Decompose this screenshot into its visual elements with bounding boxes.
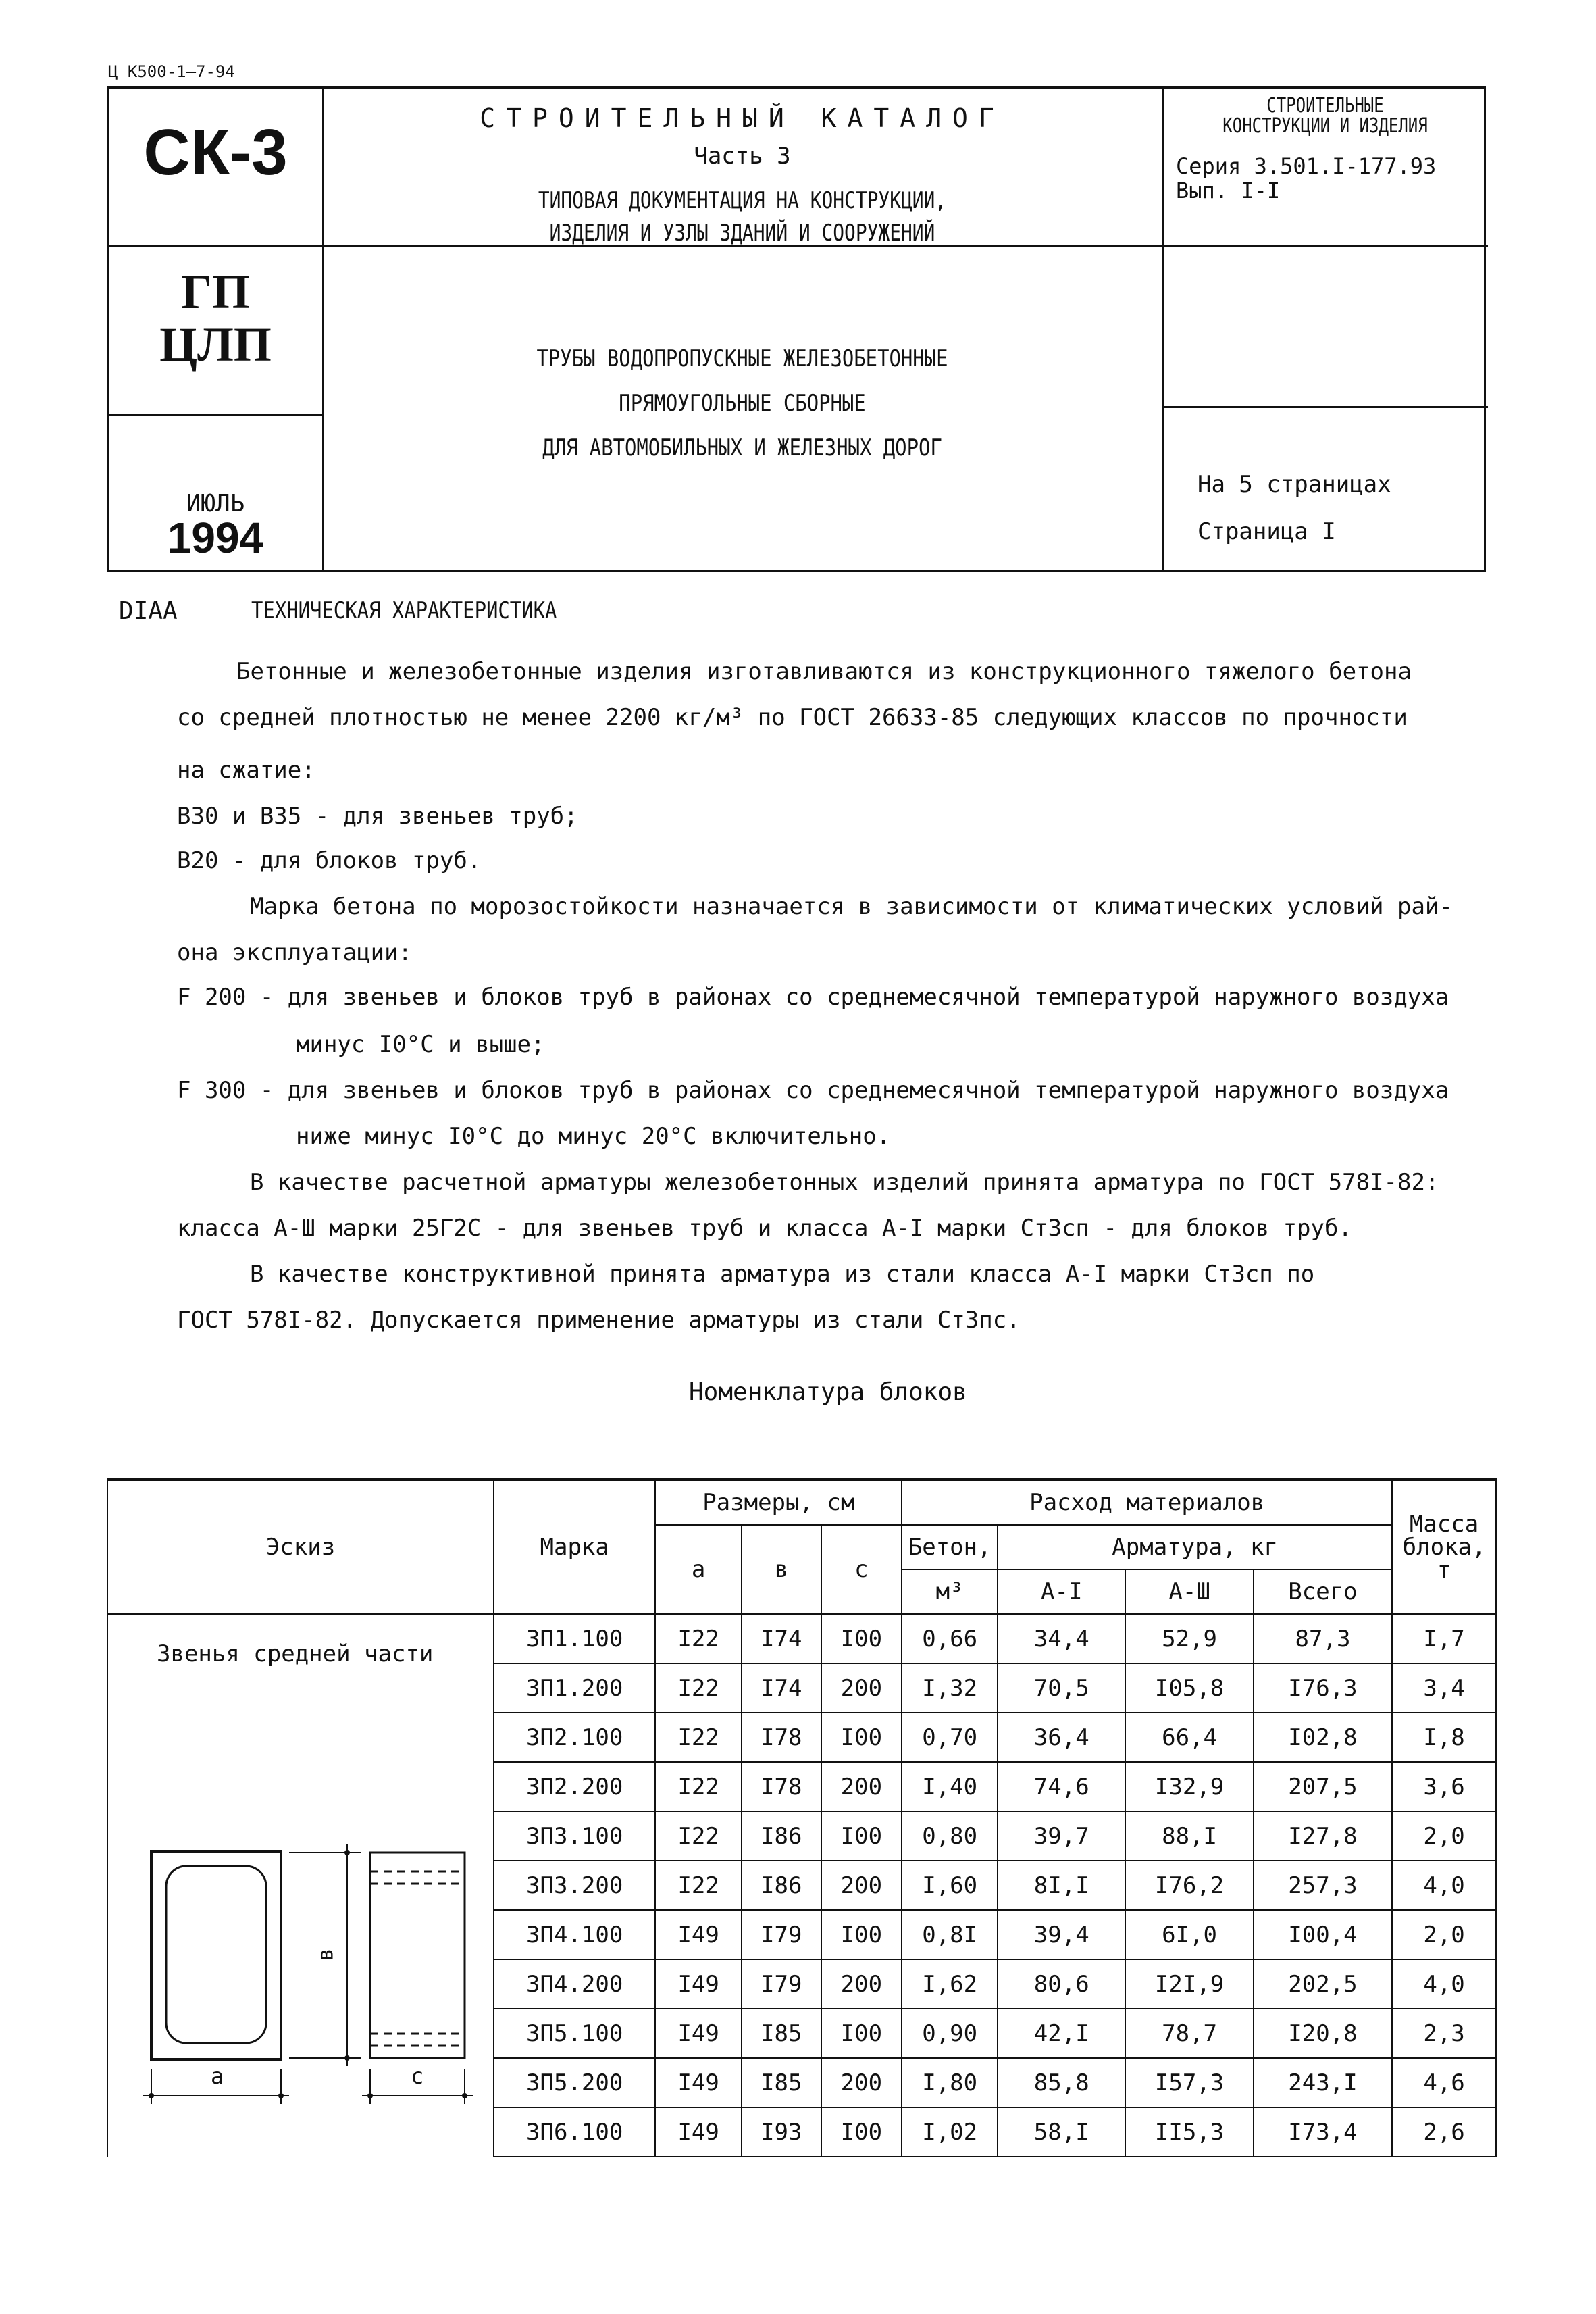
cell-b: I93 bbox=[742, 2107, 821, 2157]
dim-label-c: с bbox=[411, 2063, 424, 2089]
cell-a: I49 bbox=[655, 1959, 742, 2009]
cell-total: 243,I bbox=[1254, 2058, 1392, 2107]
cell-mass: 2,0 bbox=[1392, 1811, 1496, 1861]
cell-total: I20,8 bbox=[1254, 2009, 1392, 2058]
section-code: DIAA bbox=[119, 597, 178, 625]
cell-a: I49 bbox=[655, 2009, 742, 2058]
cell-mark: 3П2.100 bbox=[494, 1713, 655, 1762]
series-line2: КОНСТРУКЦИИ И ИЗДЕЛИЯ bbox=[1222, 114, 1428, 138]
header-a1: А-I bbox=[998, 1569, 1125, 1614]
cell-mass: 2,0 bbox=[1392, 1910, 1496, 1959]
header-concrete-unit: м³ bbox=[902, 1569, 998, 1614]
cell-a1: 36,4 bbox=[998, 1713, 1125, 1762]
current-page: Страница I bbox=[1198, 518, 1336, 545]
cell-b: I85 bbox=[742, 2009, 821, 2058]
cell-total: I73,4 bbox=[1254, 2107, 1392, 2157]
cell-a: I22 bbox=[655, 1861, 742, 1910]
doc-title-line2: ПРЯМОУГОЛЬНЫЕ СБОРНЫЕ bbox=[619, 390, 866, 417]
paragraph-line: на сжатие: bbox=[177, 757, 315, 784]
cell-c: 200 bbox=[821, 1861, 902, 1910]
cell-total: 202,5 bbox=[1254, 1959, 1392, 2009]
cell-a1: 39,4 bbox=[998, 1910, 1125, 1959]
cell-b: I86 bbox=[742, 1811, 821, 1861]
cell-b: I79 bbox=[742, 1959, 821, 2009]
cell-a1: 8I,I bbox=[998, 1861, 1125, 1910]
cell-concrete: 0,80 bbox=[902, 1811, 998, 1861]
cell-mark: 3П4.200 bbox=[494, 1959, 655, 2009]
cell-a3: I76,2 bbox=[1125, 1861, 1253, 1910]
blocks-table bbox=[107, 1480, 1497, 2157]
cell-a3: I05,8 bbox=[1125, 1663, 1253, 1713]
cell-mark: 3П1.200 bbox=[494, 1663, 655, 1713]
cell-a3: II5,3 bbox=[1125, 2107, 1253, 2157]
paragraph-line: ниже минус I0°С до минус 20°С включительно. bbox=[296, 1123, 891, 1150]
cell-mark: 3П6.100 bbox=[494, 2107, 655, 2157]
header-a3: А-Ш bbox=[1125, 1569, 1253, 1614]
cell-c: I00 bbox=[821, 1811, 902, 1861]
cell-a1: 74,6 bbox=[998, 1762, 1125, 1811]
cell-b: I74 bbox=[742, 1614, 821, 1663]
cell-mass: 2,6 bbox=[1392, 2107, 1496, 2157]
cell-mass: 4,6 bbox=[1392, 2058, 1496, 2107]
cell-total: 257,3 bbox=[1254, 1861, 1392, 1910]
cell-c: 200 bbox=[821, 1959, 902, 2009]
cell-a: I22 bbox=[655, 1663, 742, 1713]
divider bbox=[109, 245, 322, 247]
cell-a: I22 bbox=[655, 1811, 742, 1861]
cell-a1: 42,I bbox=[998, 2009, 1125, 2058]
dim-label-b: в bbox=[312, 1948, 338, 1961]
cell-mass: 4,0 bbox=[1392, 1861, 1496, 1910]
cell-a3: 6I,0 bbox=[1125, 1910, 1253, 1959]
cell-total: I27,8 bbox=[1254, 1811, 1392, 1861]
cell-total: 87,3 bbox=[1254, 1614, 1392, 1663]
cell-a1: 85,8 bbox=[998, 2058, 1125, 2107]
cell-b: I78 bbox=[742, 1713, 821, 1762]
cell-concrete: I,62 bbox=[902, 1959, 998, 2009]
cell-a: I22 bbox=[655, 1762, 742, 1811]
cell-total: I76,3 bbox=[1254, 1663, 1392, 1713]
cell-total: I00,4 bbox=[1254, 1910, 1392, 1959]
paragraph-line: Марка бетона по морозостойкости назначается в зависимости от климатических условий рай- bbox=[250, 893, 1453, 920]
series-line1: СТРОИТЕЛЬНЫЕ bbox=[1266, 94, 1384, 118]
paragraph-line: минус I0°С и выше; bbox=[296, 1031, 545, 1058]
cell-concrete: I,32 bbox=[902, 1663, 998, 1713]
cell-a: I22 bbox=[655, 1713, 742, 1762]
header-materials: Расход материалов bbox=[902, 1480, 1392, 1525]
catalog-part: Часть 3 bbox=[694, 143, 791, 170]
cell-concrete: 0,90 bbox=[902, 2009, 998, 2058]
cell-b: I78 bbox=[742, 1762, 821, 1811]
paragraph-line: ГОСТ 578I-82. Допускается применение арматуры из стали Ст3пс. bbox=[177, 1307, 1021, 1334]
header-mass: Масса блока, т bbox=[1392, 1480, 1496, 1614]
header-mark: Марка bbox=[494, 1480, 655, 1614]
section-title: ТЕХНИЧЕСКАЯ ХАРАКТЕРИСТИКА bbox=[251, 597, 557, 624]
catalog-subtitle-line2: ИЗДЕЛИЯ И УЗЛЫ ЗДАНИЙ И СООРУЖЕНИЙ bbox=[549, 220, 935, 247]
paragraph-line: F 200 - для звеньев и блоков труб в районах со среднемесячной температурой наружного воздуха bbox=[177, 984, 1449, 1011]
cell-b: I86 bbox=[742, 1861, 821, 1910]
cell-c: 200 bbox=[821, 1663, 902, 1713]
cell-concrete: I,80 bbox=[902, 2058, 998, 2107]
stamp-tslp: ЦЛП bbox=[159, 318, 272, 372]
cell-a: I49 bbox=[655, 2058, 742, 2107]
cell-mass: I,7 bbox=[1392, 1614, 1496, 1663]
title-block bbox=[107, 86, 1486, 572]
header-sketch: Эскиз bbox=[107, 1480, 494, 1614]
cell-mark: 3П2.200 bbox=[494, 1762, 655, 1811]
cell-mass: 3,6 bbox=[1392, 1762, 1496, 1811]
cell-c: I00 bbox=[821, 1713, 902, 1762]
cell-c: I00 bbox=[821, 2107, 902, 2157]
table-top-rule bbox=[107, 1478, 1497, 1481]
paragraph-line: она эксплуатации: bbox=[177, 939, 412, 966]
header-a: а bbox=[655, 1525, 742, 1614]
cell-mass: 2,3 bbox=[1392, 2009, 1496, 2058]
cell-mass: I,8 bbox=[1392, 1713, 1496, 1762]
paragraph-line: В качестве конструктивной принята арматура из стали класса А-I марки Ст3сп по bbox=[250, 1261, 1315, 1288]
header-rebar: Арматура, кг bbox=[998, 1525, 1392, 1569]
cell-a3: 52,9 bbox=[1125, 1614, 1253, 1663]
cell-a3: I57,3 bbox=[1125, 2058, 1253, 2107]
stamp-year: 1994 bbox=[167, 513, 264, 562]
cell-c: I00 bbox=[821, 1614, 902, 1663]
cell-concrete: 0,70 bbox=[902, 1713, 998, 1762]
paragraph-line: В30 и В35 - для звеньев труб; bbox=[177, 803, 578, 830]
sketch-outer bbox=[151, 1851, 281, 2059]
group-label: Звенья средней части bbox=[157, 1640, 434, 1667]
cell-mark: 3П3.100 bbox=[494, 1811, 655, 1861]
stamp-month: ИЮЛЬ bbox=[186, 490, 245, 518]
cell-total: 207,5 bbox=[1254, 1762, 1392, 1811]
total-pages: На 5 страницах bbox=[1198, 471, 1391, 498]
cell-b: I79 bbox=[742, 1910, 821, 1959]
cell-a1: 39,7 bbox=[998, 1811, 1125, 1861]
cell-mark: 3П3.200 bbox=[494, 1861, 655, 1910]
paragraph-line: класса А-Ш марки 25Г2С - для звеньев труб и класса А-I марки Ст3сп - для блоков труб. bbox=[177, 1215, 1352, 1242]
paragraph-line: В20 - для блоков труб. bbox=[177, 847, 482, 874]
header-b: в bbox=[742, 1525, 821, 1614]
stamp-sk: СК-3 bbox=[143, 116, 288, 188]
table-caption: Номенклатура блоков bbox=[689, 1378, 967, 1406]
cell-c: 200 bbox=[821, 1762, 902, 1811]
cell-a: I49 bbox=[655, 2107, 742, 2157]
cell-mark: 3П4.100 bbox=[494, 1910, 655, 1959]
cell-mass: 4,0 bbox=[1392, 1959, 1496, 2009]
cell-concrete: 0,8I bbox=[902, 1910, 998, 1959]
paragraph-line: со средней плотностью не менее 2200 кг/м³ по ГОСТ 26633-85 следующих классов по прочности bbox=[177, 704, 1408, 731]
header-c: с bbox=[821, 1525, 902, 1614]
paragraph-line: Бетонные и железобетонные изделия изготавливаются из конструкционного тяжелого бетона bbox=[236, 658, 1412, 685]
cell-a3: 66,4 bbox=[1125, 1713, 1253, 1762]
cell-concrete: I,40 bbox=[902, 1762, 998, 1811]
paragraph-line: В качестве расчетной арматуры железобетонных изделий принята арматура по ГОСТ 578I-82: bbox=[250, 1169, 1439, 1196]
cell-concrete: I,60 bbox=[902, 1861, 998, 1910]
cell-concrete: 0,66 bbox=[902, 1614, 998, 1663]
dim-label-a: а bbox=[211, 2063, 224, 2089]
cell-c: I00 bbox=[821, 2009, 902, 2058]
cell-c: I00 bbox=[821, 1910, 902, 1959]
cell-total: I02,8 bbox=[1254, 1713, 1392, 1762]
cell-b: I85 bbox=[742, 2058, 821, 2107]
cell-a3: 78,7 bbox=[1125, 2009, 1253, 2058]
cell-a1: 80,6 bbox=[998, 1959, 1125, 2009]
doc-title-line1: ТРУБЫ ВОДОПРОПУСКНЫЕ ЖЕЛЕЗОБЕТОННЫЕ bbox=[536, 345, 948, 372]
table-row bbox=[107, 1614, 1496, 1663]
sheet-code: Ц К500-1—7-94 bbox=[108, 62, 235, 81]
series-number: Серия 3.501.I-177.93 bbox=[1176, 153, 1437, 179]
cell-a: I22 bbox=[655, 1614, 742, 1663]
block-sketch bbox=[108, 1615, 493, 2142]
divider bbox=[1162, 89, 1164, 570]
cell-a1: 34,4 bbox=[998, 1614, 1125, 1663]
cell-c: 200 bbox=[821, 2058, 902, 2107]
cell-a1: 70,5 bbox=[998, 1663, 1125, 1713]
header-total: Всего bbox=[1254, 1569, 1392, 1614]
cell-mass: 3,4 bbox=[1392, 1663, 1496, 1713]
stamp-gp: ГП bbox=[181, 265, 250, 319]
catalog-title: СТРОИТЕЛЬНЫЙ КАТАЛОГ bbox=[480, 103, 1005, 133]
divider bbox=[1162, 406, 1488, 408]
cell-a: I49 bbox=[655, 1910, 742, 1959]
header-sizes: Размеры, см bbox=[655, 1480, 902, 1525]
header-concrete: Бетон, bbox=[902, 1525, 998, 1569]
cell-mark: 3П5.100 bbox=[494, 2009, 655, 2058]
divider bbox=[109, 414, 322, 416]
doc-title-line3: ДЛЯ АВТОМОБИЛЬНЫХ И ЖЕЛЕЗНЫХ ДОРОГ bbox=[542, 434, 942, 461]
paragraph-line: F 300 - для звеньев и блоков труб в районах со среднемесячной температурой наружного воздуха bbox=[177, 1077, 1449, 1104]
cell-a3: I32,9 bbox=[1125, 1762, 1253, 1811]
cell-a1: 58,I bbox=[998, 2107, 1125, 2157]
cell-mark: 3П5.200 bbox=[494, 2058, 655, 2107]
cell-a3: I2I,9 bbox=[1125, 1959, 1253, 2009]
sketch-cell bbox=[107, 1614, 494, 2157]
cell-a3: 88,I bbox=[1125, 1811, 1253, 1861]
cell-mark: 3П1.100 bbox=[494, 1614, 655, 1663]
series-issue: Вып. I-I bbox=[1176, 178, 1281, 203]
catalog-subtitle-line1: ТИПОВАЯ ДОКУМЕНТАЦИЯ НА КОНСТРУКЦИИ, bbox=[538, 187, 947, 214]
sketch-inner bbox=[166, 1866, 266, 2043]
cell-concrete: I,02 bbox=[902, 2107, 998, 2157]
cell-b: I74 bbox=[742, 1663, 821, 1713]
